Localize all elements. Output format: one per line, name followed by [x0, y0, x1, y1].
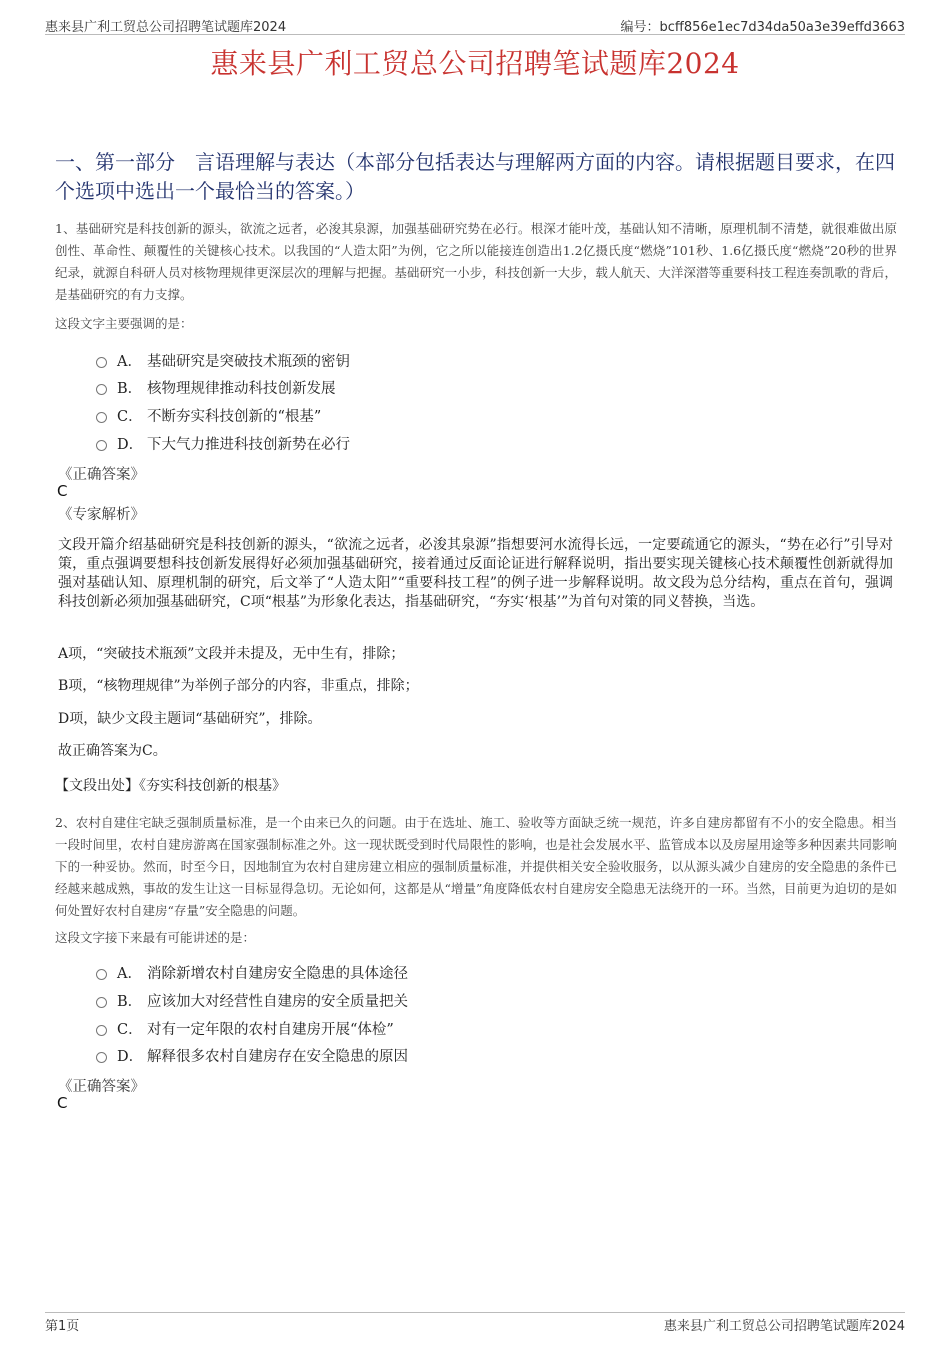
footer-page-number: 第1页	[45, 1319, 80, 1334]
option-letter: D．	[117, 436, 144, 453]
option-text: 不断夯实科技创新的“根基”	[147, 408, 322, 425]
radio-icon[interactable]	[96, 997, 107, 1008]
q1-analysis-label: 《专家解析》	[58, 507, 145, 523]
q1-conclusion: 故正确答案为C。	[58, 743, 167, 759]
option-letter: C．	[117, 408, 143, 425]
q1-prompt: 这段文字主要强调的是：	[55, 316, 193, 331]
q1-explain-d: D项，缺少文段主题词“基础研究”，排除。	[58, 711, 322, 727]
page-header	[45, 14, 905, 35]
q2-passage: 2、农村自建住宅缺乏强制质量标准，是一个由来已久的问题。由于在选址、施工、验收等方面缺乏统一规范，许多自建房都留有不小的安全隐患。相当一段时间里，农村自建房游离在国家强制标准之外。这一现状既受到时代局限性的影响，也是社会发展水平、监管成本以及房屋用途等多种因素共同影响下的一种妥协。然而，时至今日，因地制宜为农村自建房建立相应的强制质量标准，并提供相关安全验收服务，以从源头减少自建房的安全隐患的条件已经越来越成熟，事故的发生让这一目标显得急切。无论如何，这都是从“增量”角度降低农村自建房安全隐患无法绕开的一环。当然，目前更为迫切的是如何处置好农村自建房“存量”安全隐患的问题。	[55, 815, 897, 918]
q1-passage: 1、基础研究是科技创新的源头，欲流之远者，必浚其泉源，加强基础研究势在必行。根深才能叶茂，基础认知不清晰，原理机制不清楚，就很难做出原创性、革命性、颠覆性的关键核心技术。以我国的“人造太阳”为例，它之所以能接连创造出1.2亿摄氏度“燃烧”101秒、1.6亿摄氏度“燃烧”20秒的世界纪录，就源自科研人员对核物理规律更深层次的理解与把握。基础研究一小步，科技创新一大步，载人航天、大洋深潜等重要科技工程连奏凯歌的背后，是基础研究的有力支撑。	[55, 221, 897, 302]
option-text: 核物理规律推动科技创新发展	[147, 380, 336, 397]
option-letter: C．	[117, 1021, 143, 1038]
q2-answer: C	[57, 1094, 68, 1112]
q2-option-d[interactable]	[96, 1045, 408, 1065]
radio-icon[interactable]	[96, 1025, 107, 1036]
q2-prompt: 这段文字接下来最有可能讲述的是：	[55, 930, 256, 945]
option-text: 消除新增农村自建房安全隐患的具体途径	[147, 965, 408, 982]
option-text: 下大气力推进科技创新势在必行	[147, 436, 350, 453]
q1-explain-b: B项，“核物理规律”为举例子部分的内容，非重点，排除；	[58, 678, 419, 694]
q1-source: 【文段出处】《夯实科技创新的根基》	[55, 778, 286, 794]
q1-option-b[interactable]	[96, 377, 336, 397]
radio-icon[interactable]	[96, 1052, 107, 1063]
radio-icon[interactable]	[96, 969, 107, 980]
option-letter: A．	[117, 965, 142, 982]
option-text: 对有一定年限的农村自建房开展“体检”	[147, 1021, 394, 1038]
q1-option-c[interactable]	[96, 405, 321, 425]
header-doc-id: 编号：bcff856e1ec7d34da50a3e39effd3663	[620, 20, 905, 35]
q1-option-d[interactable]	[96, 433, 350, 453]
q1-analysis: 文段开篇介绍基础研究是科技创新的源头，“欲流之远者，必浚其泉源”指想要河水流得长远，一定要疏通它的源头，“势在必行”引导对策，重点强调要想科技创新发展得好必须加强基础研究，接着通过反面论证进行解释说明，指出要实现关键核心技术颠覆性创新就得加强对基础认知、原理机制的研究，后文举了“人造太阳”“重要科技工程”的例子进一步解释说明。故文段为总分结构，重点在首句，强调科技创新必须加强基础研究，C项“根基”为形象化表达，指基础研究，“夯实‘根基’”为首句对策的同义替换，当选。	[58, 537, 893, 610]
q1-option-a[interactable]	[96, 350, 350, 370]
page-footer	[45, 1312, 905, 1334]
footer-doc-title: 惠来县广利工贸总公司招聘笔试题库2024	[663, 1319, 905, 1334]
radio-icon[interactable]	[96, 440, 107, 451]
option-letter: D．	[117, 1048, 144, 1065]
radio-icon[interactable]	[96, 384, 107, 395]
radio-icon[interactable]	[96, 412, 107, 423]
option-text: 解释很多农村自建房存在安全隐患的原因	[147, 1048, 408, 1065]
option-letter: B．	[117, 993, 143, 1010]
option-letter: B．	[117, 380, 143, 397]
option-letter: A．	[117, 353, 142, 370]
page-title: 惠来县广利工贸总公司招聘笔试题库2024	[210, 47, 740, 80]
radio-icon[interactable]	[96, 357, 107, 368]
q1-answer: C	[57, 482, 68, 500]
q2-answer-label: 《正确答案》	[58, 1079, 145, 1095]
header-doc-title: 惠来县广利工贸总公司招聘笔试题库2024	[45, 20, 287, 35]
option-text: 应该加大对经营性自建房的安全质量把关	[147, 993, 408, 1010]
q1-answer-label: 《正确答案》	[58, 467, 145, 483]
q2-option-b[interactable]	[96, 990, 408, 1010]
q1-explain-a: A项，“突破技术瓶颈”文段并未提及，无中生有，排除；	[58, 646, 405, 662]
section-heading: 一、第一部分 言语理解与表达（本部分包括表达与理解两方面的内容。请根据题目要求，在四个选项中选出一个最恰当的答案。）	[55, 150, 895, 203]
q2-option-c[interactable]	[96, 1018, 394, 1038]
option-text: 基础研究是突破技术瓶颈的密钥	[147, 353, 350, 370]
q2-option-a[interactable]	[96, 962, 408, 982]
